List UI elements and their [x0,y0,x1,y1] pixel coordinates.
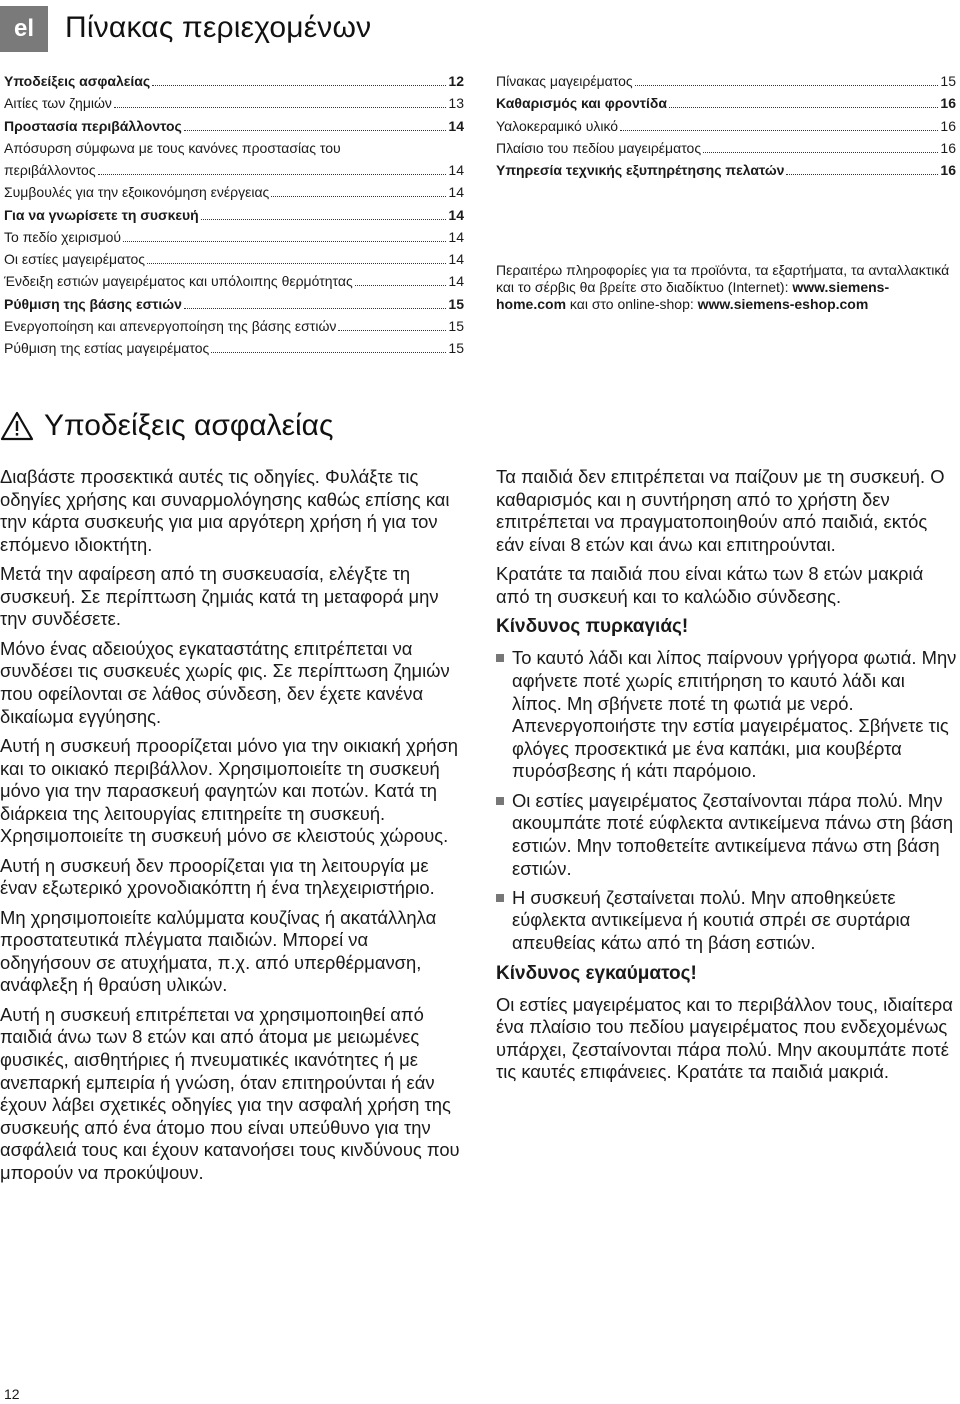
toc-entry-page: 16 [940,162,956,178]
toc-entry[interactable] [4,181,464,203]
toc-dot-leader [152,85,446,86]
language-badge: el [0,6,48,52]
burn-hazard-text: Οι εστίες μαγειρέματος και το περιβάλλον τους, ιδιαίτερα ένα πλαίσιο του πεδίου μαγειρέματος που ενδεχομένως υπάρχει, ζεσταίνονται πάρα πολύ. Μην ακουμπάτε ποτέ τις καυτές επιφάνειες. Κρατάτε τα παιδιά μακριά. [496,993,953,1083]
toc-entry[interactable] [4,137,464,159]
safety-heading-text: Υποδείξεις ασφαλείας [44,409,334,442]
safety-heading [0,403,333,449]
toc-entry-title: Οι εστίες μαγειρέματος [4,251,146,267]
toc-entry-page: 14 [448,251,464,267]
bullet-text: Το καυτό λάδι και λίπος παίρνουν γρήγορα φωτιά. Μην αφήνετε ποτέ χωρίς επιτήρηση το καυτό λάδι και λίπος. Μη σβήνετε ποτέ τη φωτιά με νερό. Απενεργοποιήστε την εστία μαγειρέματος. Σβήνετε τις φλόγες προσεκτικά με ένα καπάκι, μια κουβέρτα πυρόσβεσης ή κάτι παρόμοιο. [512,647,957,782]
toc-entry-title: Ρύθμιση της εστίας μαγειρέματος [4,340,210,356]
toc-entry[interactable] [496,137,956,159]
bullet-text: Η συσκευή ζεσταίνεται πολύ. Μην αποθηκεύετε εύφλεκτα αντικείμενα ή κουτιά σπρέι σε συρτάρια απευθείας κάτω από τη βάση εστιών. [512,886,911,954]
safety-paragraph: Διαβάστε προσεκτικά αυτές τις οδηγίες. Φυλάξτε τις οδηγίες χρήσης και συναρμολόγησης καθώς επίσης και την κάρτα συσκευής για μια αργότερη χρήση ή για τον επόμενο ιδιοκτήτη. [0,466,450,555]
toc-dot-leader [338,330,446,331]
toc-entry-title: Αιτίες των ζημιών [4,95,112,112]
toc-left-column [4,70,464,359]
toc-entry[interactable] [4,115,464,137]
safety-right-column [496,466,958,1091]
safety-paragraph: Αυτή η συσκευή επιτρέπεται να χρησιμοποιηθεί από παιδιά άνω των 8 ετών και από άτομα με μειωμένες φυσικές, αισθητήριες ή πνευματικές ικανότητες ή με ανεπαρκή εμπειρία ή γνώση, όταν επιτηρούνται ή εάν έχουν λάβει σχετικές οδηγίες για την ασφαλή χρήση της συσκευής από ένα άτομο που είναι υπεύθυνο για την ασφάλειά τους και έχουν κατανοήσει τους κινδύνους που μπορούν να προκύψουν. [0,1003,460,1183]
toc-entry-page: 15 [448,340,464,356]
website-link-eshop[interactable]: www.siemens-eshop.com [697,296,869,312]
square-bullet-icon [496,797,504,805]
toc-entry[interactable] [496,159,956,181]
safety-paragraph: Αυτή η συσκευή προορίζεται μόνο για την οικιακή χρήση και το οικιακό περιβάλλον. Χρησιμοποιείτε τη συσκευή μόνο για την παρασκευή φαγητών και ποτών. Κατά τη διάρκεια της λειτουργίας επιτηρείτε τη συσκευή. Χρησιμοποιείτε τη συσκευή μόνο σε κλειστούς χώρους. [0,734,458,847]
toc-entry[interactable] [4,92,464,114]
toc-entry-page: 14 [448,228,464,245]
toc-entry[interactable] [4,293,464,315]
warning-icon [0,411,34,441]
toc-entry-page: 13 [448,95,464,112]
safety-paragraph: Τα παιδιά δεν επιτρέπεται να παίζουν με τη συσκευή. Ο καθαρισμός και η συντήρηση από το χρήστη δεν επιτρέπεται να πραγματοποιηθούν από παιδιά, εκτός εάν είναι 8 ετών και άνω και επιτηρούνται. [496,466,945,555]
square-bullet-icon [496,894,504,902]
toc-entry[interactable] [4,159,464,181]
toc-entry-title: Το πεδίο χειρισμού [4,228,122,245]
toc-entry-title: περιβάλλοντος [4,162,96,178]
toc-entry-title: Υαλοκεραμικό υλικό [496,117,619,134]
toc-dot-leader [703,152,938,153]
toc-entry-title: Πλαίσιο του πεδίου μαγειρέματος [496,139,702,156]
website-link-home[interactable]: www.siemens-home.com [496,279,890,312]
toc-entry-title: Ρύθμιση της βάσης εστιών [4,295,182,312]
page-number: 12 [4,1386,20,1402]
toc-entry[interactable] [4,270,464,292]
toc-entry-title: Προστασία περιβάλλοντος [4,117,182,134]
square-bullet-icon [496,654,504,662]
toc-dot-leader [786,174,938,175]
more-info-intro: Περαιτέρω πληροφορίες για τα προϊόντα, τα εξαρτήματα, τα ανταλλακτικά και το σέρβις θα βρείτε στο διαδίκτυο (Internet): [496,262,950,295]
toc-entry-page: 12 [448,73,464,89]
toc-dot-leader [355,285,447,286]
burn-hazard-heading: Κίνδυνος εγκαύματος! [496,962,697,984]
safety-paragraph: Μόνο ένας αδειούχος εγκαταστάτης επιτρέπεται να συνδέσει τις συσκευές χωρίς φις. Σε περίπτωση ζημιών που οφείλονται σε λάθος σύνδεση, δεν έχετε κανένα δικαίωμα εγγύησης. [0,637,450,727]
safety-paragraph: Μετά την αφαίρεση από τη συσκευασία, ελέγξτε τη συσκευή. Σε περίπτωση ζημιάς κατά τη μεταφορά μην την συνδέσετε. [0,563,439,630]
toc-dot-leader [123,241,446,242]
toc-entry-title: Πίνακας μαγειρέματος [496,73,633,89]
toc-dot-leader [620,130,938,131]
toc-entry-page: 14 [448,117,464,134]
toc-entry-title: Απόσυρση σύμφωνα με τους κανόνες προστασίας του [4,139,341,156]
toc-entry[interactable] [4,70,464,92]
toc-entry-page: 16 [940,117,956,134]
bullet-text: Οι εστίες μαγειρέματος ζεσταίνονται πάρα πολύ. Μην ακουμπάτε ποτέ εύφλεκτα αντικείμενα πάνω στη βάση εστιών. Μην τοποθετείτε αντικείμενα πάνω στη βάση εστιών. [512,789,954,879]
toc-entry-page: 14 [448,206,464,223]
toc-entry-title: Υποδείξεις ασφαλείας [4,73,151,89]
toc-entry[interactable] [496,70,956,92]
toc-entry-page: 15 [940,73,956,89]
toc-dot-leader [184,308,447,309]
toc-entry[interactable] [4,337,464,359]
fire-hazard-bullet [496,887,958,955]
fire-hazard-bullet [496,647,958,783]
toc-entry-page: 14 [448,184,464,201]
toc-entry[interactable] [4,315,464,337]
toc-dot-leader [114,107,446,108]
toc-right-column [496,70,956,181]
toc-entry-page: 14 [448,162,464,178]
toc-dot-leader [635,85,939,86]
toc-entry-title: Ένδειξη εστιών μαγειρέματος και υπόλοιπης θερμότητας [4,273,353,290]
toc-dot-leader [211,352,446,353]
toc-entry-title: Καθαρισμός και φροντίδα [496,95,667,112]
toc-entry[interactable] [496,92,956,114]
toc-dot-leader [669,107,938,108]
toc-entry[interactable] [496,115,956,137]
toc-entry-title: Ενεργοποίηση και απενεργοποίηση της βάσης εστιών [4,317,337,334]
toc-dot-leader [98,174,447,175]
toc-dot-leader [147,263,446,264]
toc-dot-leader [184,130,447,131]
toc-entry-title: Υπηρεσία τεχνικής εξυπηρέτησης πελατών [496,162,785,178]
toc-entry-page: 14 [448,273,464,290]
toc-entry[interactable] [4,226,464,248]
safety-paragraph: Αυτή η συσκευή δεν προορίζεται για τη λειτουργία με έναν εξωτερικό χρονοδιακόπτη ή ένα τηλεχειριστήριο. [0,854,435,899]
toc-entry[interactable] [4,204,464,226]
toc-dot-leader [201,219,447,220]
toc-entry-page: 15 [448,317,464,334]
toc-entry[interactable] [4,248,464,270]
toc-entry-page: 15 [448,295,464,312]
toc-dot-leader [271,196,446,197]
more-info-text [496,262,956,313]
fire-hazard-heading: Κίνδυνος πυρκαγιάς! [496,616,689,638]
toc-entry-title: Για να γνωρίσετε τη συσκευή [4,206,199,223]
toc-entry-page: 16 [940,95,956,112]
fire-hazard-bullet [496,790,958,880]
more-info-mid: και στο online-shop: [566,296,698,312]
safety-paragraph: Κρατάτε τα παιδιά που είναι κάτω των 8 ετών μακριά από τη συσκευή και το καλώδιο σύνδεσης. [496,563,924,607]
safety-left-column [0,466,462,1191]
toc-entry-page: 16 [940,139,956,156]
page-title: Πίνακας περιεχομένων [65,11,372,44]
toc-entry-title: Συμβουλές για την εξοικονόμηση ενέργειας [4,184,270,201]
safety-paragraph: Μη χρησιμοποιείτε καλύμματα κουζίνας ή ακατάλληλα προστατευτικά πλέγματα παιδιών. Μπορεί να οδηγήσουν σε ατυχήματα, π.χ. από υπερθέρμανση, ανάφλεξη ή θραύση υλικών. [0,906,437,996]
